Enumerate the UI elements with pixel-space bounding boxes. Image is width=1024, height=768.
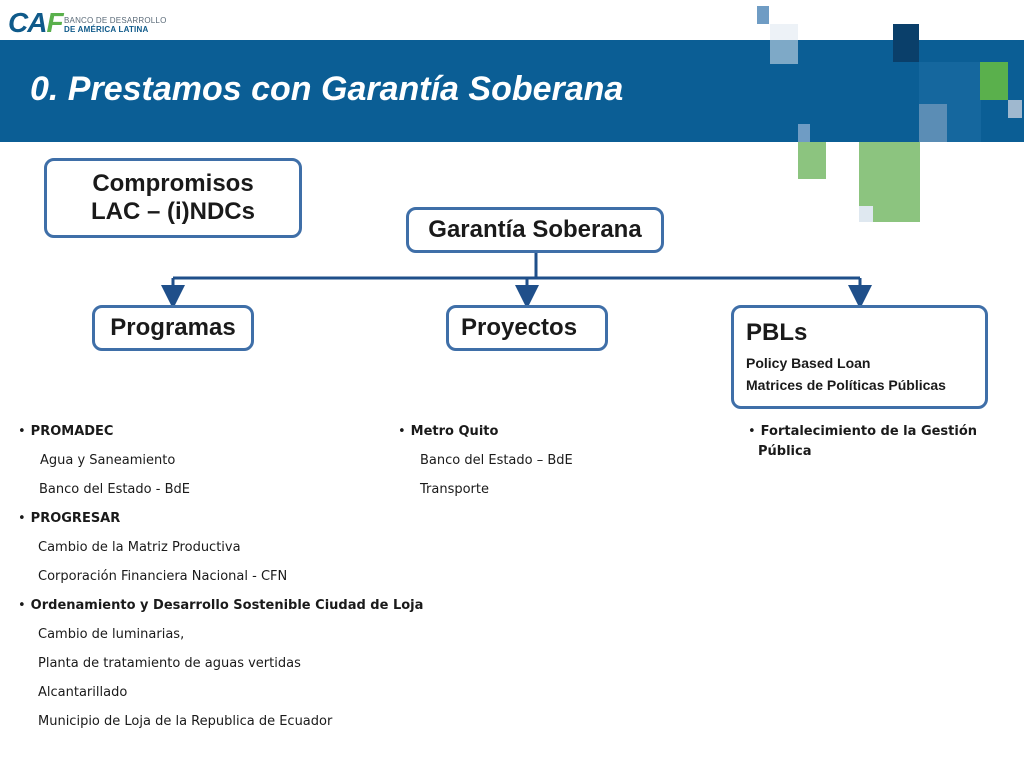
pbls-title: PBLs [746, 319, 808, 346]
node-compromisos: Compromisos LAC – (i)NDCs [44, 158, 302, 238]
list-item: Banco del Estado – BdE [420, 453, 573, 468]
proyectos-list [398, 424, 648, 514]
list-item: Municipio de Loja de la Republica de Ecuador [38, 714, 333, 729]
node-programas: Programas [92, 305, 254, 351]
caf-logo-mark: CAF [8, 7, 63, 38]
node-garantia-soberana: Garantía Soberana [406, 207, 664, 253]
list-item: Transporte [420, 482, 489, 497]
pbls-subtitle: Policy Based Loan [746, 355, 871, 371]
list-item: • Fortalecimiento de la Gestión [748, 424, 977, 439]
slide-title: 0. Prestamos con Garantía Soberana [30, 70, 624, 108]
pbls-detail: Matrices de Políticas Públicas [746, 377, 946, 393]
caf-logo-text: BANCO DE DESARROLLO DE AMÉRICA LATINA [64, 16, 167, 34]
list-item: Alcantarillado [38, 685, 128, 700]
node-proyectos: Proyectos [446, 305, 608, 351]
programas-list [18, 424, 428, 744]
list-item: • PROMADEC [18, 424, 113, 439]
list-item-continuation: Pública [758, 444, 812, 459]
list-item: Cambio de la Matriz Productiva [38, 540, 241, 555]
list-item: Corporación Financiera Nacional - CFN [38, 569, 288, 584]
list-item: Agua y Saneamiento [40, 453, 176, 468]
list-item: Cambio de luminarias, [38, 627, 185, 642]
list-item: • PROGRESAR [18, 511, 120, 526]
node-pbls [731, 305, 988, 409]
list-item: Banco del Estado - BdE [39, 482, 190, 497]
list-item: • Ordenamiento y Desarrollo Sostenible Ciudad de Loja [18, 598, 423, 613]
list-item: Planta de tratamiento de aguas vertidas [38, 656, 301, 671]
pbls-list [748, 424, 1008, 474]
list-item: • Metro Quito [398, 424, 498, 439]
